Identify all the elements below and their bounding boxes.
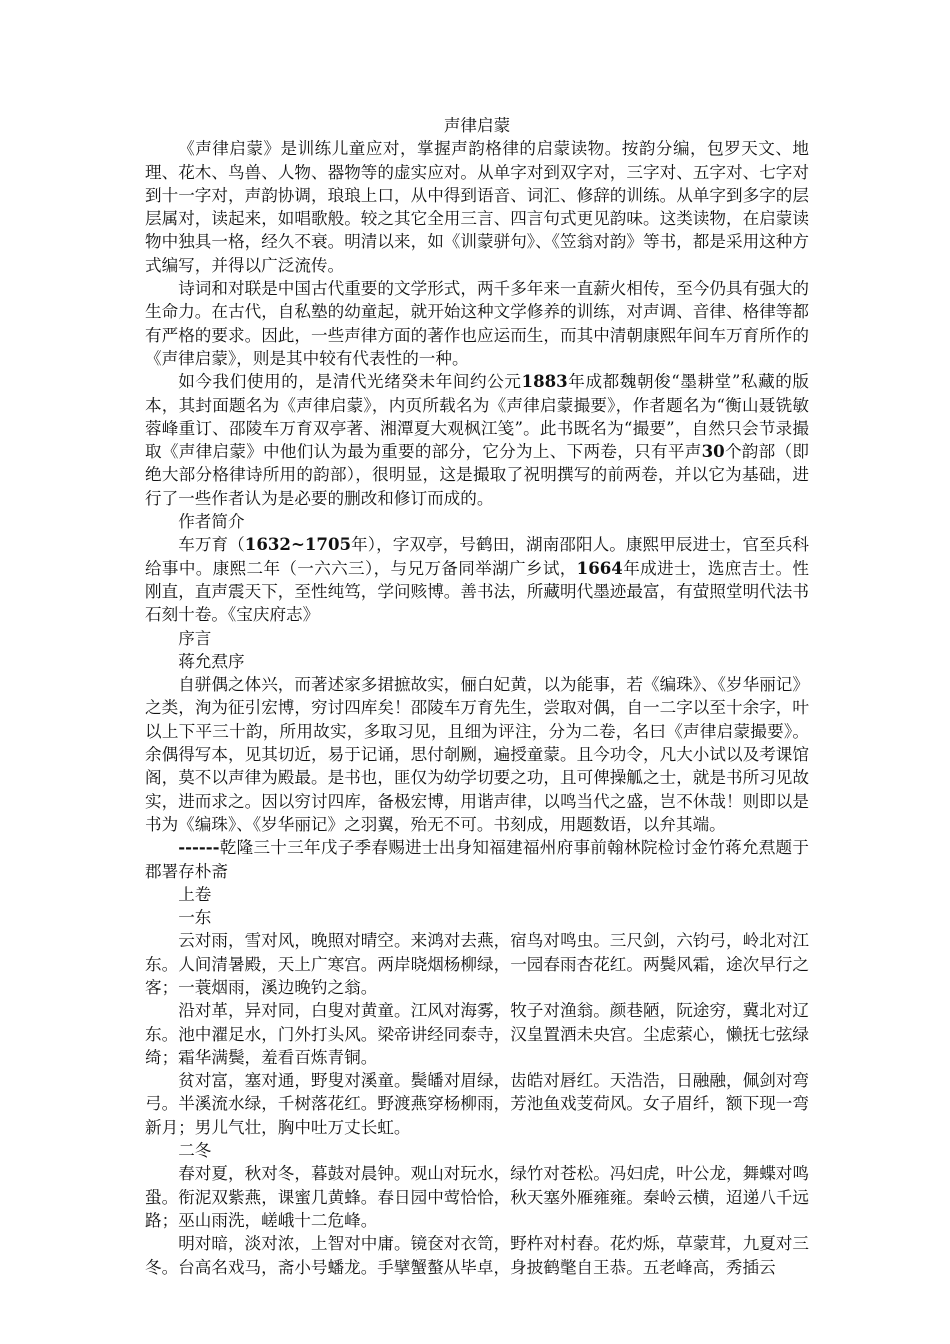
section-2-paragraph-2: 明对暗，淡对浓，上智对中庸。镜奁对衣笥，野杵对村舂。花灼烁，草蒙茸，九夏对三冬。台高名戏马，斋小号蟠龙。手擘蟹螯从毕卓，身披鹤氅自王恭。五老峰高，秀插云	[145, 1234, 809, 1277]
author-text-1: 车万育（	[178, 535, 245, 555]
section-1-paragraph-1: 云对雨，雪对风，晚照对晴空。来鸿对去燕，宿鸟对鸣虫。三尺剑，六钧弓，岭北对江东。人间清暑殿，天上广寒宫。两岸晓烟杨柳绿，一园春雨杏花红。两鬓风霜，途次早行之客；一蓑烟雨，溪边晚钓之翁。	[145, 931, 809, 997]
author-year: 1664	[576, 557, 623, 578]
intro-paragraph-2: 诗词和对联是中国古代重要的文学形式，两千多年来一直薪火相传，至今仍具有强大的生命力。在古代，自私塾的幼童起，就开始这种文学修养的训练，对声调、音律、格律等都有严格的要求。因此，一些声律方面的著作也应运而生，而其中清朝康熙年间车万育所作的《声律启蒙》，则是其中较有代表性的一种。	[145, 279, 809, 368]
edition-text-1: 如今我们使用的，是清代光绪癸未年间约公元	[178, 372, 522, 392]
preface-paragraph: 自骈偶之体兴，而著述家多捃摭故实，俪白妃黄，以为能事，若《编珠》、《岁华丽记》之类，洵为征引宏博，穷讨四库矣！邵陵车万育先生，尝取对偶，自一二字以至十余字，叶以上下平三十韵，所用故实，多取习见，且细为评注，分为二卷，名曰《声律启蒙撮要》。余偶得写本，见其切近，易于记诵，思付剞劂，遍授童蒙。且今功令，凡大小试以及考课馆阁，莫不以声律为殿最。是书也，匪仅为幼学切要之功，且可俾操觚之士，就是书所习见故实，进而求之。因以穷讨四库，备极宏博，用谐声律，以鸣当代之盛，岂不休哉！则即以是书为《编珠》、《岁华丽记》之羽翼，殆无不可。书刻成，用题数语，以弁其端。	[145, 675, 809, 834]
document-title: 声律启蒙	[443, 116, 511, 135]
preface-heading: 序言	[178, 628, 212, 648]
author-heading: 作者简介	[178, 512, 245, 532]
author-text-3: 年成进士，选庶吉士。性刚直，直声震天下，至性纯笃，学问赅博。善书法，所藏明代墨迹最富，有萤照堂明代法书石刻十卷。《宝庆府志》	[145, 558, 809, 625]
section-2-paragraph-1: 春对夏，秋对冬，暮鼓对晨钟。观山对玩水，绿竹对苍松。冯妇虎，叶公龙，舞蝶对鸣蛩。衔泥双紫燕，课蜜几黄蜂。春日园中莺恰恰，秋天塞外雁雍雍。秦岭云横，迢递八千远路；巫山雨洗，嵯峨十二危峰。	[145, 1164, 809, 1230]
edition-year: 1883	[521, 371, 568, 392]
intro-paragraph-1: 《声律启蒙》是训练儿童应对，掌握声韵格律的启蒙读物。按韵分编，包罗天文、地理、花木、鸟兽、人物、器物等的虚实应对。从单字对到双字对，三字对、五字对、七字对到十一字对，声韵协调，琅琅上口，从中得到语音、词汇、修辞的训练。从单字到多字的层层属对，读起来，如唱歌般。较之其它全用三言、四言句式更见韵味。这类读物，在启蒙读物中独具一格，经久不衰。明清以来，如《训蒙骈句》、《笠翁对韵》等书，都是采用这种方式编写，并得以广泛流传。	[145, 139, 809, 275]
volume-heading: 上卷	[178, 884, 212, 904]
preface-subheading: 蒋允焄序	[178, 651, 245, 671]
author-paragraph	[145, 533, 809, 626]
signature-text: 乾隆三十三年戊子季春赐进士出身知福建福州府事前翰林院检讨金竹蒋允焄题于郡署存朴斋	[145, 838, 809, 881]
preface-signature	[145, 836, 809, 883]
section-1-heading: 一东	[178, 908, 212, 928]
author-years: 1632~1705	[244, 534, 352, 555]
section-1-paragraph-2: 沿对革，异对同，白叟对黄童。江风对海雾，牧子对渔翁。颜巷陋，阮途穷，冀北对辽东。池中濯足水，门外打头风。梁帝讲经同泰寺，汉皇置酒未央宫。尘虑萦心，懒抚七弦绿绮；霜华满鬓，羞看百炼青铜。	[145, 1001, 809, 1067]
section-1-paragraph-3: 贫对富，塞对通，野叟对溪童。鬓皤对眉绿，齿皓对唇红。天浩浩，日融融，佩剑对弯弓。半溪流水绿，千树落花红。野渡燕穿杨柳雨，芳池鱼戏芰荷风。女子眉纤，额下现一弯新月；男儿气壮，胸中吐万丈长虹。	[145, 1071, 809, 1137]
edition-text-2: 年成都魏朝俊“墨耕堂”私藏的版本，其封面题名为《声律启蒙》，内页所载名为《声律启蒙撮要》，作者题名为“衡山聂铣敏蓉峰重订、邵陵车万育双亭著、湘潭夏大观枫江笺”。此书既名为“撮要”，自然只会节录撮取《声律启蒙》中他们认为最为重要的部分，它分为上、下两卷，只有平声	[145, 372, 810, 462]
edition-text-3: 个韵部（即绝大部分格律诗所用的韵部），很明显，这是撮取了祝明撰写的前两卷，并以它为基础，进行了一些作者认为是必要的删改和修订而成的。	[145, 442, 810, 508]
signature-dash: ------	[178, 837, 220, 858]
edition-count: 30	[701, 441, 725, 462]
section-2-heading: 二冬	[178, 1141, 212, 1161]
author-text-2: 年），字双亭，号鹤田，湖南邵阳人。康熙甲辰进士，官至兵科给事中。康熙二年（一六六三），与兄万备同举湖广乡试，	[145, 535, 810, 578]
edition-paragraph	[145, 370, 809, 510]
document-page	[145, 114, 809, 1279]
